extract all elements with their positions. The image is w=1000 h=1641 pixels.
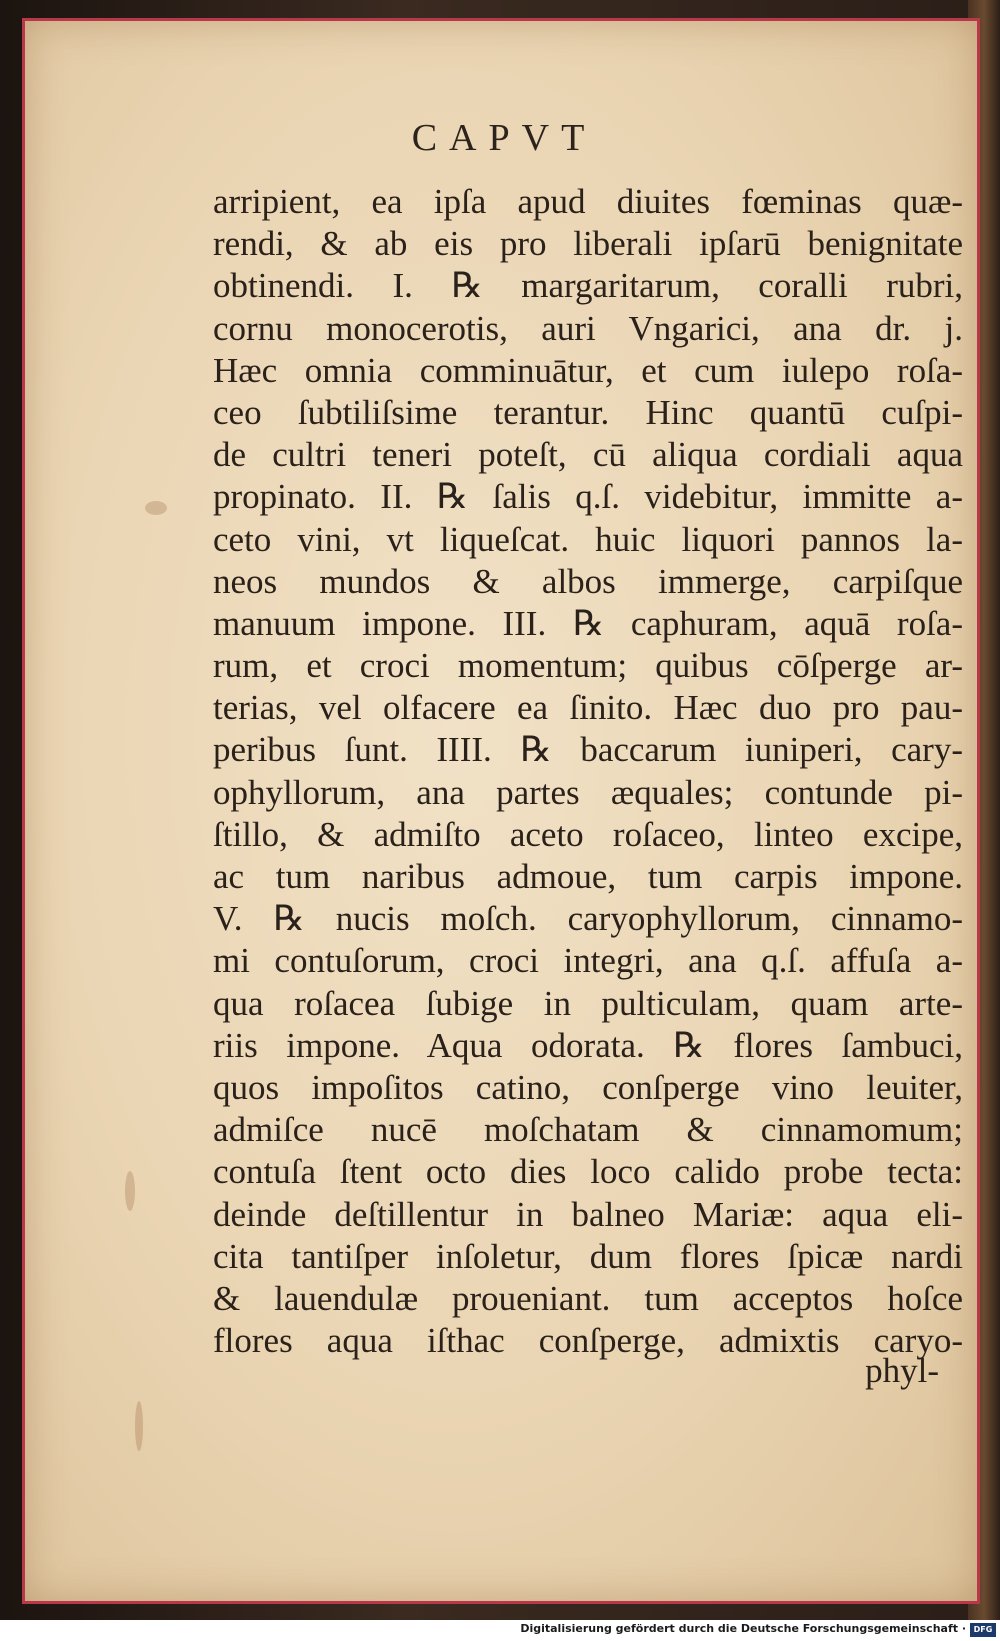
text-line: peribus ſunt. IIII. ℞ baccarum iuniperi, cary- (213, 730, 963, 770)
text-line: manuum impone. III. ℞ caphuram, aquā roſa- (213, 603, 963, 643)
text-line: obtinendi. I. ℞ margaritarum, coralli rubri, (213, 266, 963, 306)
text-line: rum, et croci momentum; quibus cōſperge ar- (213, 646, 963, 686)
footer-credit: Digitalisierung gefördert durch die Deutsche Forschungsgemeinschaft · (520, 1622, 966, 1635)
text-line: & lauendulæ proueniant. tum acceptos hoſce (213, 1278, 963, 1318)
running-head: CAPVT (411, 117, 597, 159)
text-line: ceto vini, vt liqueſcat. huic liquori pannos la- (213, 519, 963, 559)
text-line: ceo ſubtiliſsime terantur. Hinc quantū cuſpi- (213, 392, 963, 432)
text-line: arripient, ea ipſa apud diuites fœminas quæ- (213, 182, 963, 221)
text-line: ophyllorum, ana partes æquales; contunde pi- (213, 772, 963, 812)
book-page (22, 18, 980, 1604)
text-line: quos impoſitos catino, conſperge vino leuiter, (213, 1067, 963, 1107)
text-line: rendi, & ab eis pro liberali ipſarū benignitate (213, 224, 963, 264)
dfg-logo[interactable]: DFG (970, 1623, 996, 1637)
catchword: phyl- (865, 1351, 939, 1390)
text-line: qua roſacea ſubige in pulticulam, quam arte- (213, 983, 963, 1023)
text-line: deinde deſtillentur in balneo Mariæ: aqua eli- (213, 1194, 963, 1234)
text-line: flores aqua iſthac conſperge, admixtis caryo- (213, 1321, 963, 1361)
text-line: Hæc omnia comminuātur, et cum iulepo roſa- (213, 350, 963, 390)
text-line: cornu monocerotis, auri Vngarici, ana dr. j. (213, 308, 963, 348)
text-line: admiſce nucē moſchatam & cinnamomum; (213, 1110, 963, 1150)
text-line: riis impone. Aqua odorata. ℞ flores ſambuci, (213, 1025, 963, 1065)
text-line: cita tantiſper inſoletur, dum flores ſpicæ nardi (213, 1236, 963, 1276)
text-line: neos mundos & albos immerge, carpiſque (213, 561, 963, 601)
text-line: propinato. II. ℞ ſalis q.ſ. videbitur, immitte a- (213, 477, 963, 517)
text-line: contuſa ſtent octo dies loco calido probe tecta: (213, 1152, 963, 1192)
footer-bar (0, 1620, 1000, 1641)
paper-stain (135, 1401, 143, 1451)
text-line: terias, vel olfacere ea ſinito. Hæc duo pro pau- (213, 688, 963, 728)
ink-stain (145, 501, 167, 515)
text-line: mi contuſorum, croci integri, ana q.ſ. affuſa a- (213, 941, 963, 981)
text-line: ſtillo, & admiſto aceto roſaceo, linteo excipe, (213, 814, 963, 854)
text-line: de cultri teneri poteſt, cū aliqua cordiali aqua (213, 435, 963, 475)
text-block (213, 181, 963, 1362)
text-line: V. ℞ nucis moſch. caryophyllorum, cinnamo- (213, 899, 963, 939)
text-line: ac tum naribus admoue, tum carpis impone. (213, 857, 963, 896)
paper-stain (125, 1171, 135, 1211)
